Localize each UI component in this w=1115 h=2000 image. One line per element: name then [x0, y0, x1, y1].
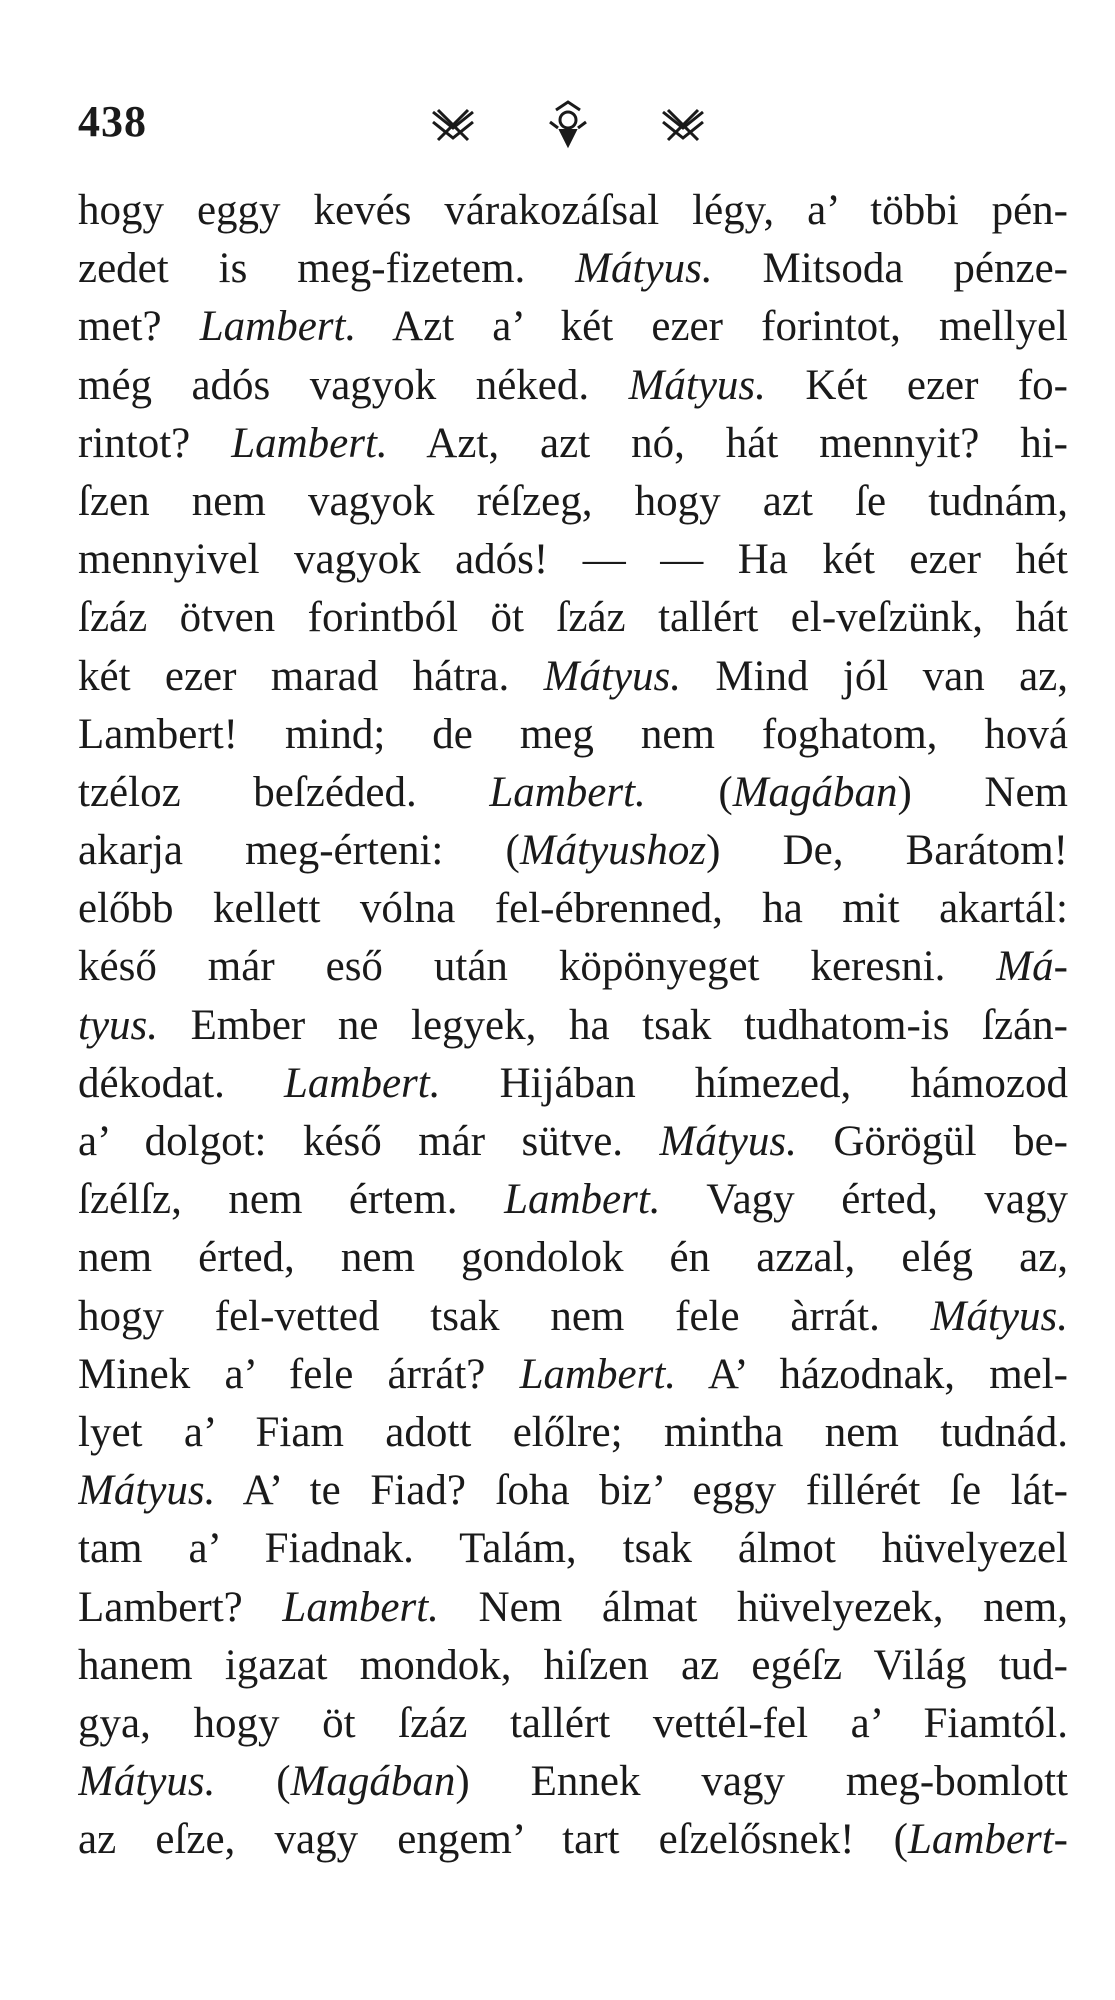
center-ornament-icon	[550, 102, 586, 146]
speaker-name: Mátyus.	[628, 361, 766, 409]
text-segment: zedet is meg-fizetem.	[78, 245, 576, 293]
ornament-icon	[428, 100, 708, 150]
text-line	[78, 938, 1068, 996]
text-segment: előbb kellett vólna fel-ébrenned, ha mit akartál:	[78, 885, 1068, 933]
text-line	[78, 764, 1068, 822]
text-segment: tam a’ Fiadnak. Talám, tsak álmot hüvelyezel	[78, 1525, 1068, 1573]
text-segment: dékodat.	[78, 1059, 284, 1107]
text-line	[78, 880, 1068, 938]
text-line	[78, 648, 1068, 706]
speaker-name: Lambert.	[282, 1583, 439, 1631]
text-line	[78, 822, 1068, 880]
text-segment: Vagy érted, vagy	[660, 1176, 1068, 1224]
text-segment: (	[215, 1758, 291, 1806]
text-line	[78, 1171, 1068, 1229]
text-segment: Mind jól van az,	[681, 652, 1068, 700]
text-segment: ) Ennek vagy meg-bomlott	[455, 1758, 1068, 1806]
text-segment: ſzélſz, nem értem.	[78, 1176, 505, 1224]
text-segment: az eſze, vagy engem’ tart eſzelősnek! (	[78, 1816, 908, 1864]
text-segment: lyet a’ Fiam adott előlre; mintha nem tudnád.	[78, 1408, 1068, 1456]
text-line	[78, 1520, 1068, 1578]
text-segment: Ember ne legyek, ha tsak tudhatom-is ſzán-	[158, 1001, 1068, 1049]
text-segment: Lambert?	[78, 1583, 283, 1631]
text-segment: Azt, azt nó, hát mennyit? hi-	[387, 419, 1068, 467]
text-line	[78, 706, 1068, 764]
text-line	[78, 1637, 1068, 1695]
speaker-name: Magában	[290, 1758, 456, 1806]
text-segment: Görögül be-	[796, 1118, 1068, 1165]
text-segment: Hijában hímezed, hámozod	[440, 1059, 1068, 1107]
text-segment: ſzen nem vagyok réſzeg, hogy azt ſe tudnám,	[78, 477, 1068, 525]
speaker-name: Mátyushoz	[519, 827, 707, 875]
text-line	[78, 182, 1068, 240]
text-segment: mennyivel vagyok adós! — — Ha két ezer hét	[78, 536, 1068, 584]
text-segment: (	[645, 768, 733, 816]
speaker-name: Mátyus.	[78, 1467, 216, 1515]
left-ornament-icon	[433, 110, 473, 140]
text-segment: rintot?	[78, 419, 232, 467]
text-line	[78, 240, 1068, 298]
speaker-name: Lambert.	[489, 768, 646, 816]
text-segment: ſzáz ötven forintból öt ſzáz tallért el-veſzünk, hát	[78, 594, 1068, 642]
text-segment: ) De, Barátom!	[706, 827, 1068, 875]
text-segment: tzéloz beſzéded.	[78, 768, 490, 816]
speaker-name: Mátyus.	[575, 245, 713, 293]
speaker-name: tyus.	[78, 1001, 159, 1049]
speaker-name: Lambert-	[907, 1816, 1068, 1864]
speaker-name: Magában	[732, 768, 898, 816]
text-line	[78, 1055, 1068, 1113]
speaker-name: Lambert.	[284, 1059, 441, 1107]
text-segment: Azt a’ két ezer forintot, mellyel	[356, 303, 1068, 351]
right-ornament-icon	[663, 110, 703, 140]
page-text	[78, 182, 1068, 1869]
text-segment: Nem álmat hüvelyezek, nem,	[438, 1583, 1068, 1631]
text-line	[78, 1229, 1068, 1287]
text-line	[78, 357, 1068, 415]
speaker-name: Mátyus.	[543, 652, 681, 700]
text-line	[78, 1404, 1068, 1462]
text-segment: Minek a’ fele árrát?	[78, 1350, 520, 1398]
speaker-name: Má-	[996, 943, 1068, 991]
text-line	[78, 1695, 1068, 1753]
text-segment: Két ezer fo-	[765, 361, 1068, 409]
text-line	[78, 1753, 1068, 1811]
text-line	[78, 531, 1068, 589]
text-line	[78, 589, 1068, 647]
text-line	[78, 1113, 1068, 1171]
text-line	[78, 1346, 1068, 1404]
speaker-name: Lambert.	[231, 419, 388, 467]
speaker-name: Mátyus.	[930, 1292, 1068, 1340]
text-segment: a’ dolgot: késő már sütve.	[78, 1118, 660, 1165]
text-line	[78, 1288, 1068, 1346]
speaker-name: Mátyus.	[659, 1118, 797, 1165]
text-segment: gya, hogy öt ſzáz tallért vettél-fel a’ Fiamtól.	[78, 1699, 1068, 1747]
text-line	[78, 1579, 1068, 1637]
text-segment: hogy fel-vetted tsak nem fele àrrát.	[78, 1292, 931, 1340]
speaker-name: Lambert.	[199, 303, 357, 351]
speaker-name: Mátyus.	[78, 1758, 216, 1806]
text-segment: nem érted, nem gondolok én azzal, elég az,	[78, 1234, 1068, 1282]
text-segment: Mitsoda pénze-	[712, 245, 1068, 293]
text-segment: késő már eső után köpönyeget keresni.	[78, 943, 997, 991]
page-header	[78, 96, 1038, 156]
speaker-name: Lambert.	[519, 1350, 677, 1398]
text-line	[78, 473, 1068, 531]
text-segment: akarja meg-érteni: (	[78, 827, 520, 875]
text-segment: met?	[78, 303, 200, 351]
text-segment: A’ házodnak, mel-	[676, 1350, 1068, 1398]
text-line	[78, 997, 1068, 1055]
text-segment: hanem igazat mondok, hiſzen az egéſz Világ tud-	[78, 1641, 1068, 1689]
text-segment: Lambert! mind; de meg nem foghatom, hová	[78, 710, 1068, 758]
text-line	[78, 298, 1068, 356]
text-line	[78, 1811, 1068, 1869]
page-number: 438	[78, 97, 147, 146]
text-line	[78, 1462, 1068, 1520]
text-line	[78, 415, 1068, 473]
text-segment: még adós vagyok néked.	[78, 361, 629, 409]
text-segment: hogy eggy kevés várakozáſsal légy, a’ többi pén-	[78, 187, 1068, 234]
speaker-name: Lambert.	[504, 1176, 661, 1224]
text-segment: ) Nem	[897, 768, 1068, 816]
text-segment: A’ te Fiad? ſoha biz’ eggy fillérét ſe lát-	[215, 1467, 1068, 1515]
text-segment: két ezer marad hátra.	[78, 652, 544, 700]
